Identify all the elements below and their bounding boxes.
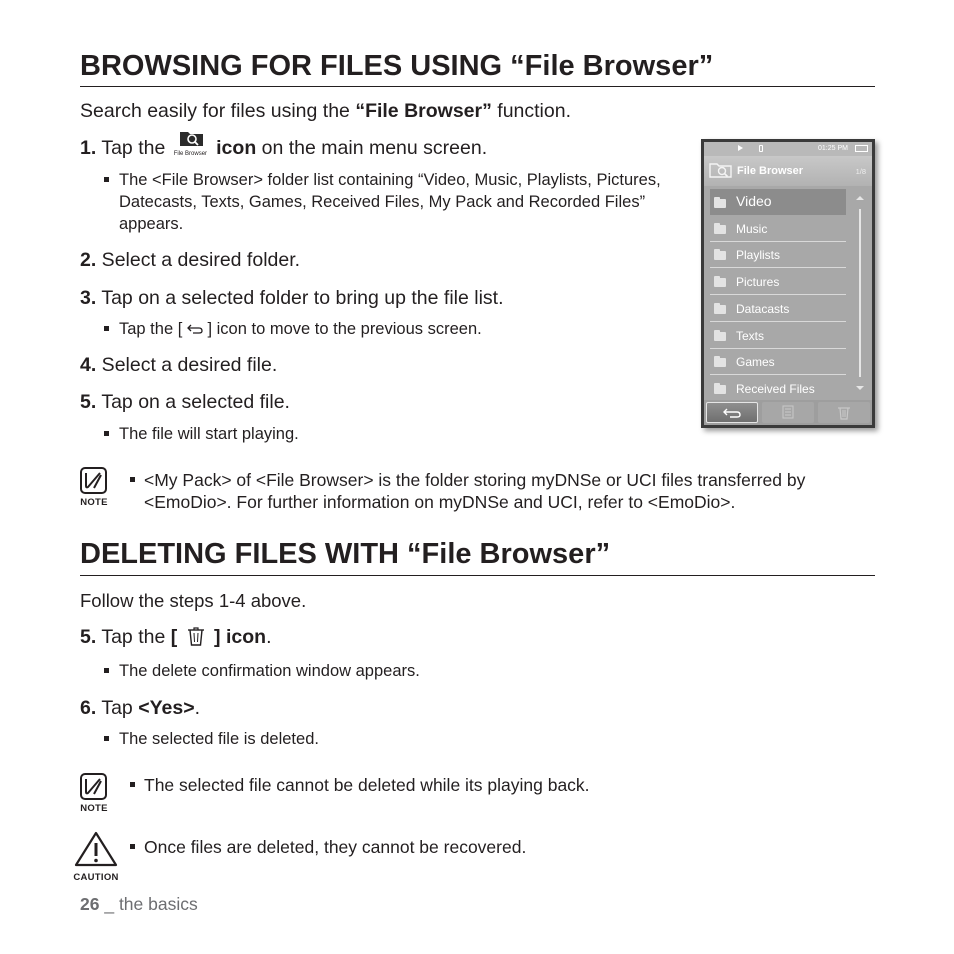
page-indicator: 1/8 [855, 167, 866, 176]
intro-text: Search easily for files using the “File Browser” function. [80, 100, 571, 122]
back-icon [722, 407, 742, 419]
folder-item-texts[interactable]: Texts [710, 322, 846, 349]
caution-text: Once files are deleted, they cannot be recovered. [130, 836, 875, 858]
folder-icon [714, 199, 726, 208]
section-title-browsing: BROWSING FOR FILES USING “File Browser” [80, 50, 714, 82]
folder-icon [714, 278, 726, 287]
note-2-text: The selected file cannot be deleted while its playing back. [130, 774, 875, 796]
note-icon: NOTE [78, 773, 110, 814]
note-icon: NOTE [78, 467, 110, 508]
folder-item-playlists[interactable]: Playlists [710, 241, 846, 268]
folder-search-icon [708, 159, 734, 179]
scroll-up-arrow-icon[interactable] [856, 196, 864, 200]
step-2: 2. Select a desired folder. [80, 249, 301, 271]
step-3: 3. Tap on a selected folder to bring up the file list. [80, 287, 504, 309]
play-status-icon [738, 145, 743, 151]
folder-item-games[interactable]: Games [710, 348, 846, 375]
scrollbar[interactable] [859, 209, 861, 377]
battery-icon [855, 145, 868, 152]
caution-icon: CAUTION [70, 831, 122, 883]
page-footer: 26 _ the basics [80, 894, 198, 914]
file-browser-icon-caption: File Browser [173, 151, 208, 157]
trash-icon [187, 626, 205, 646]
folder-item-pictures[interactable]: Pictures [710, 268, 846, 295]
step-5-delete-bullet: The delete confirmation window appears. [104, 660, 604, 682]
step-3-bullet: Tap the [ ] icon to move to the previous screen. [104, 318, 664, 340]
folder-item-received-files[interactable]: Received Files [710, 375, 846, 401]
device-screen [704, 142, 872, 425]
folder-icon [714, 358, 726, 367]
step-6-bullet: The selected file is deleted. [104, 728, 604, 750]
back-icon [187, 323, 203, 335]
list-button[interactable] [762, 402, 814, 423]
step-5-delete: 5. Tap the [ ] icon. [80, 626, 272, 648]
folder-icon [714, 225, 726, 234]
folder-item-music[interactable]: Music [710, 215, 846, 242]
screen-title: File Browser [737, 165, 804, 177]
back-button[interactable] [706, 402, 758, 423]
title-rule [80, 86, 875, 87]
status-time: 01:25 PM [818, 145, 848, 152]
footer-section: the basics [118, 894, 198, 914]
delete-button[interactable] [818, 402, 870, 423]
folder-icon [714, 385, 726, 394]
file-browser-app-icon [171, 137, 211, 163]
step-1-bullet: The <File Browser> folder list containing “Video, Music, Playlists, Pictures, Datecasts, Texts, Games, Received Files, My Pack and Recorded Files” appears. [104, 169, 694, 235]
step-5: 5. Tap on a selected file. [80, 391, 290, 413]
bluetooth-icon [759, 145, 763, 152]
status-bar [704, 142, 872, 156]
trash-icon [837, 405, 851, 420]
folder-icon [714, 305, 726, 314]
scroll-down-arrow-icon[interactable] [856, 386, 864, 390]
folder-item-datacasts[interactable]: Datacasts [710, 295, 846, 322]
list-icon [781, 405, 795, 419]
device-screenshot [701, 139, 875, 428]
folder-icon [714, 251, 726, 260]
step-6: 6. Tap <Yes>. [80, 697, 201, 719]
screen-header [704, 156, 872, 186]
title-rule [80, 575, 875, 576]
step-5-bullet: The file will start playing. [104, 423, 504, 445]
step-1: 1. Tap the File Browser icon on the main menu screen. [80, 137, 487, 163]
folder-item-video[interactable]: Video [710, 189, 846, 215]
step-4: 4. Select a desired file. [80, 354, 278, 376]
folder-icon [714, 332, 726, 341]
page-number: 26 [80, 894, 100, 914]
screen-button-bar [704, 400, 872, 425]
note-1-text: <My Pack> of <File Browser> is the folder storing myDNSe or UCI files transferred by <EmoDio>. For further information on myDNSe and UCI, refer to <EmoDio>. [130, 469, 875, 513]
section-title-deleting: DELETING FILES WITH “File Browser” [80, 538, 611, 570]
follow-steps-text: Follow the steps 1-4 above. [80, 590, 307, 611]
